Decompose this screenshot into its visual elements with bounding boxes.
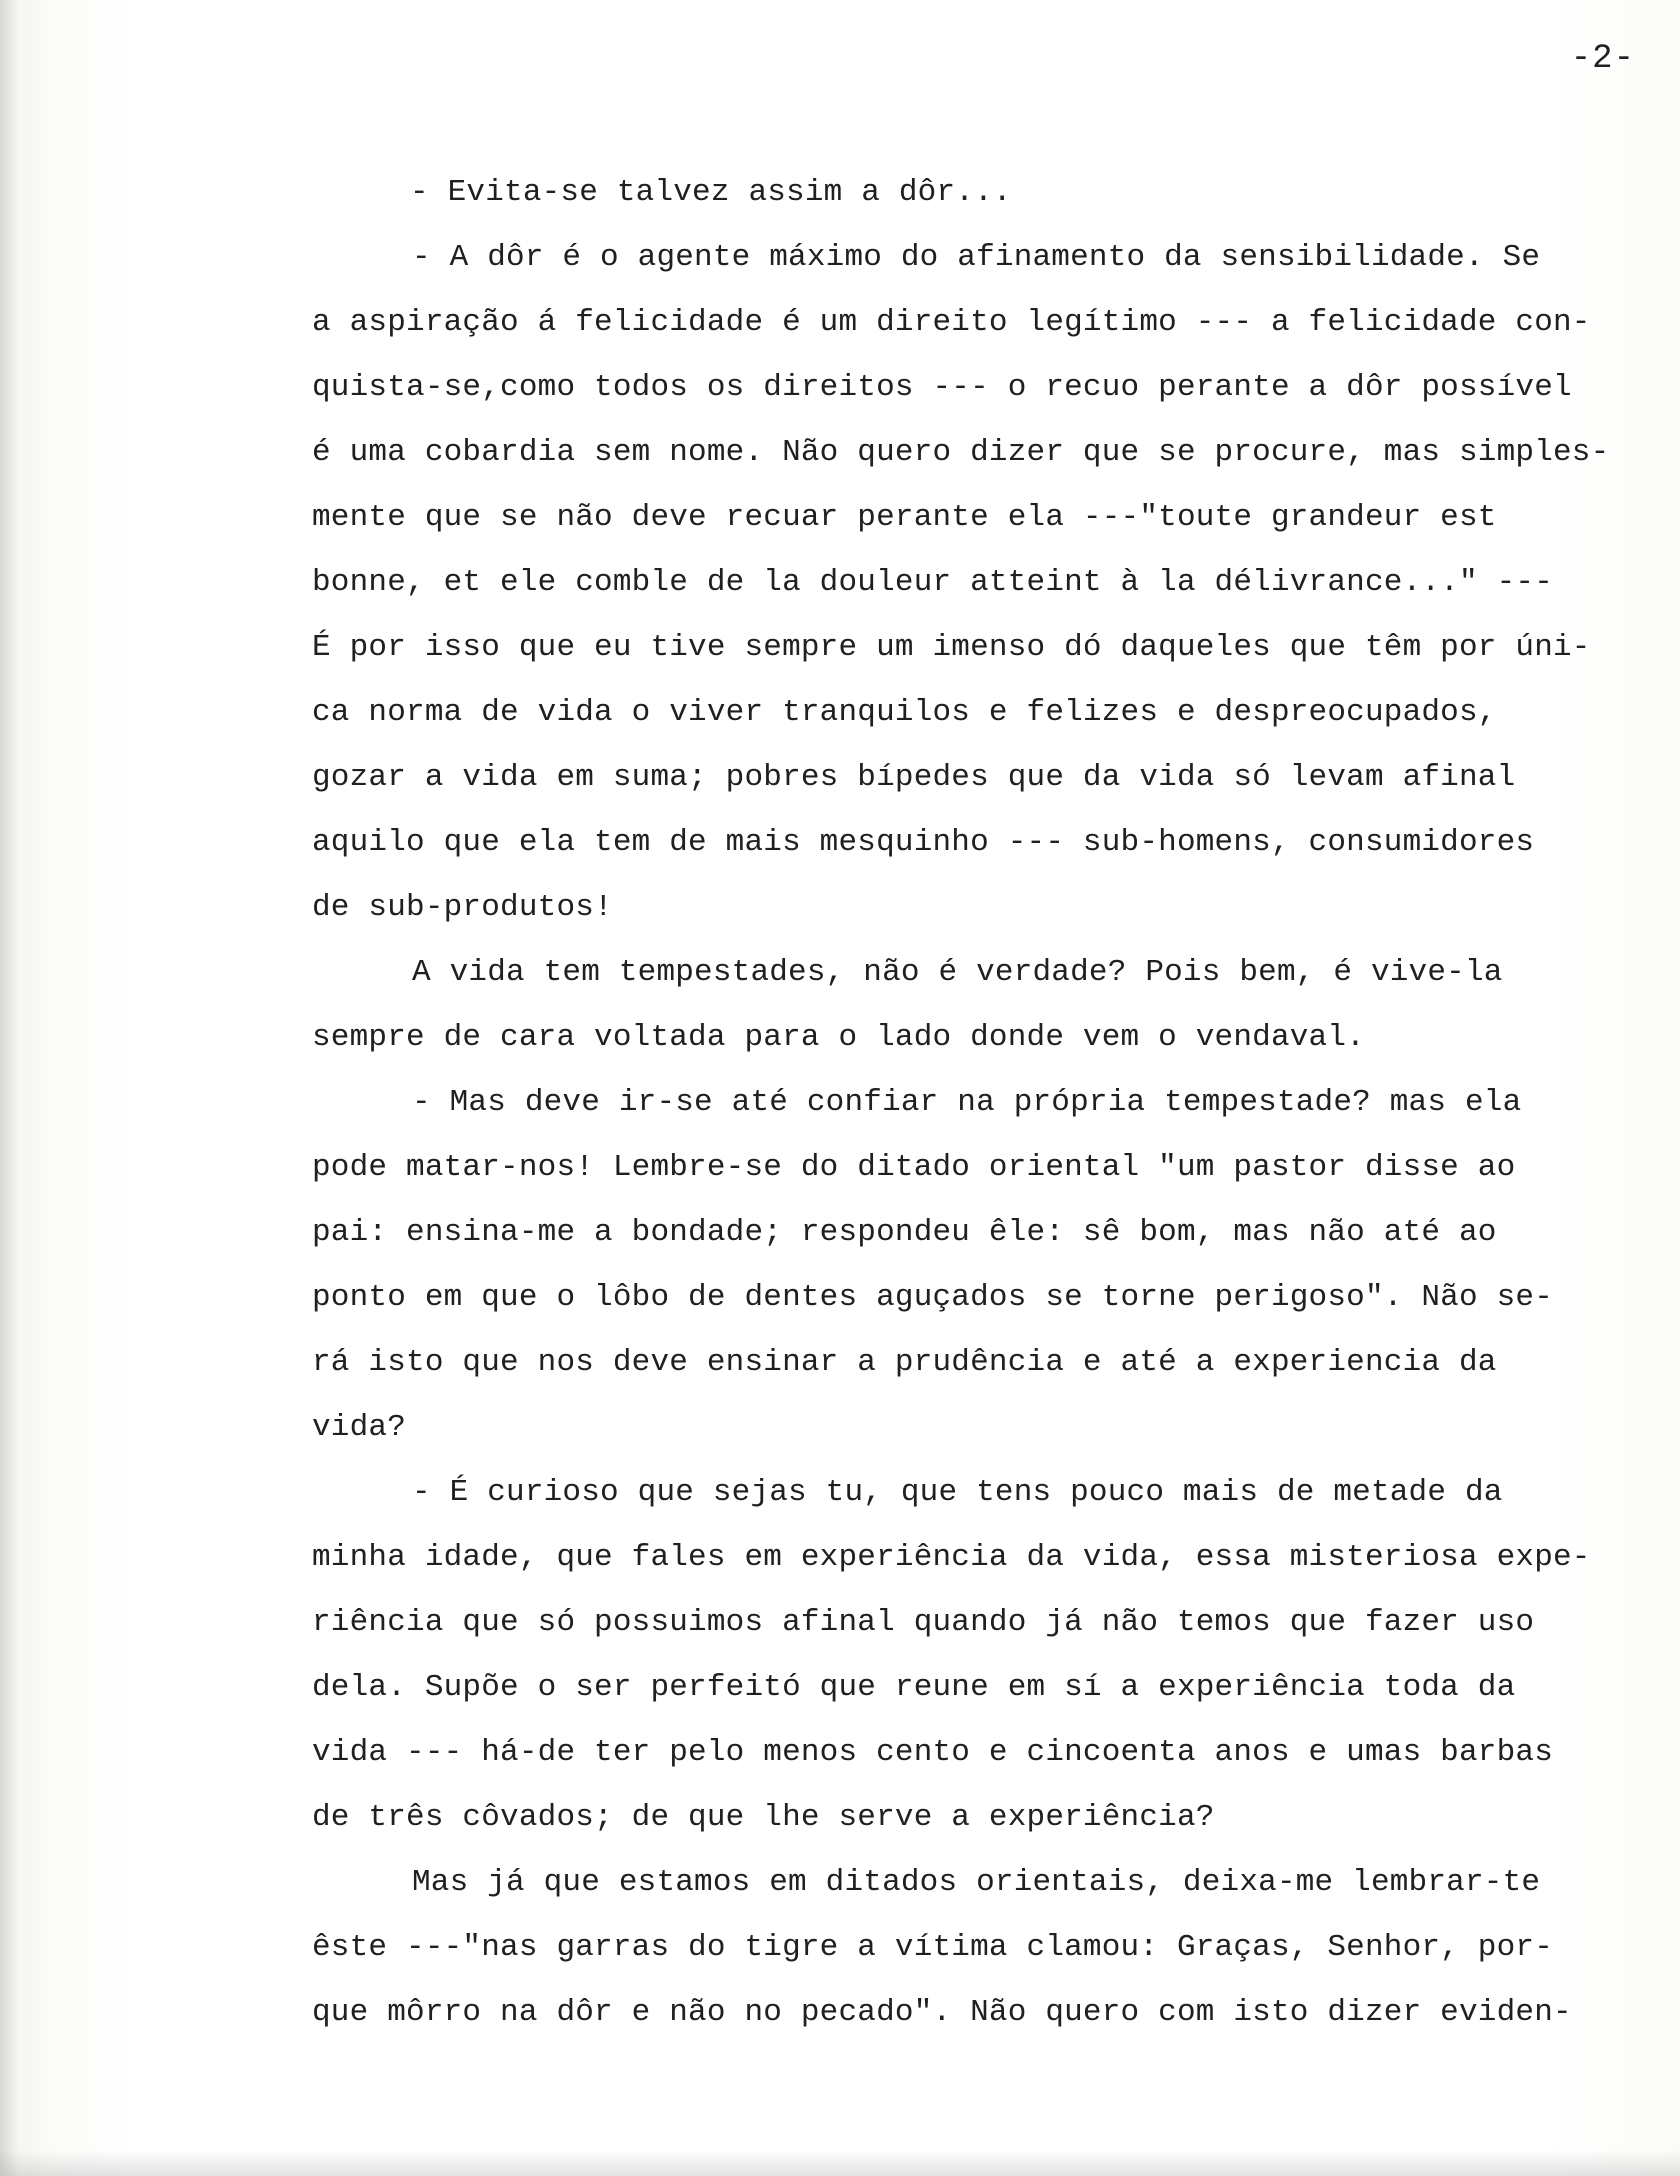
text-line-20: vida? (312, 1410, 407, 1445)
text-line-27: Mas já que estamos em ditados orientais, deixa-me lembrar-te (412, 1865, 1541, 1900)
text-line-12: de sub-produtos! (312, 890, 613, 925)
paper-bottom-edge-shadow (0, 2150, 1680, 2176)
text-line-18: ponto em que o lôbo de dentes aguçados se torne perigoso". Não se- (312, 1280, 1553, 1315)
text-line-1: - Evita-se talvez assim a dôr... (410, 175, 1012, 210)
document-text-block (312, 160, 1662, 2045)
text-line-10: gozar a vida em suma; pobres bípedes que da vida só levam afinal (312, 760, 1516, 795)
text-line-22: minha idade, que fales em experiência da vida, essa misteriosa expe- (312, 1540, 1591, 1575)
text-line-25: vida --- há-de ter pelo menos cento e cincoenta anos e umas barbas (312, 1735, 1553, 1770)
text-line-17: pai: ensina-me a bondade; respondeu êle: sê bom, mas não até ao (312, 1215, 1497, 1250)
text-line-26: de três côvados; de que lhe serve a experiência? (312, 1800, 1215, 1835)
text-line-15: - Mas deve ir-se até confiar na própria tempestade? mas ela (412, 1085, 1522, 1120)
text-line-19: rá isto que nos deve ensinar a prudência e até a experiencia da (312, 1345, 1497, 1380)
text-line-9: ca norma de vida o viver tranquilos e felizes e despreocupados, (312, 695, 1497, 730)
text-line-13: A vida tem tempestades, não é verdade? Pois bem, é vive-la (412, 955, 1503, 990)
text-line-3: a aspiração á felicidade é um direito legítimo --- a felicidade con- (312, 305, 1591, 340)
text-line-6: mente que se não deve recuar perante ela ---"toute grandeur est (312, 500, 1497, 535)
text-line-2: - A dôr é o agente máximo do afinamento da sensibilidade. Se (412, 240, 1541, 275)
text-line-24: dela. Supõe o ser perfeitó que reune em sí a experiência toda da (312, 1670, 1516, 1705)
text-line-11: aquilo que ela tem de mais mesquinho --- sub-homens, consumidores (312, 825, 1535, 860)
text-line-5: é uma cobardia sem nome. Não quero dizer que se procure, mas simples- (312, 435, 1610, 470)
text-line-7: bonne, et ele comble de la douleur atteint à la délivrance..." --- (312, 565, 1553, 600)
text-line-23: riência que só possuimos afinal quando já não temos que fazer uso (312, 1605, 1535, 1640)
text-line-8: É por isso que eu tive sempre um imenso dó daqueles que têm por úni- (312, 630, 1591, 665)
text-line-4: quista-se,como todos os direitos --- o recuo perante a dôr possível (312, 370, 1572, 405)
text-line-14: sempre de cara voltada para o lado donde vem o vendaval. (312, 1020, 1365, 1055)
paper-left-edge-shadow (0, 0, 18, 2176)
text-line-29: que môrro na dôr e não no pecado". Não quero com isto dizer eviden- (312, 1995, 1572, 2030)
text-line-28: êste ---"nas garras do tigre a vítima clamou: Graças, Senhor, por- (312, 1930, 1553, 1965)
text-line-21: - É curioso que sejas tu, que tens pouco mais de metade da (412, 1475, 1503, 1510)
page-number: -2- (1570, 40, 1635, 78)
text-line-16: pode matar-nos! Lembre-se do ditado oriental "um pastor disse ao (312, 1150, 1516, 1185)
